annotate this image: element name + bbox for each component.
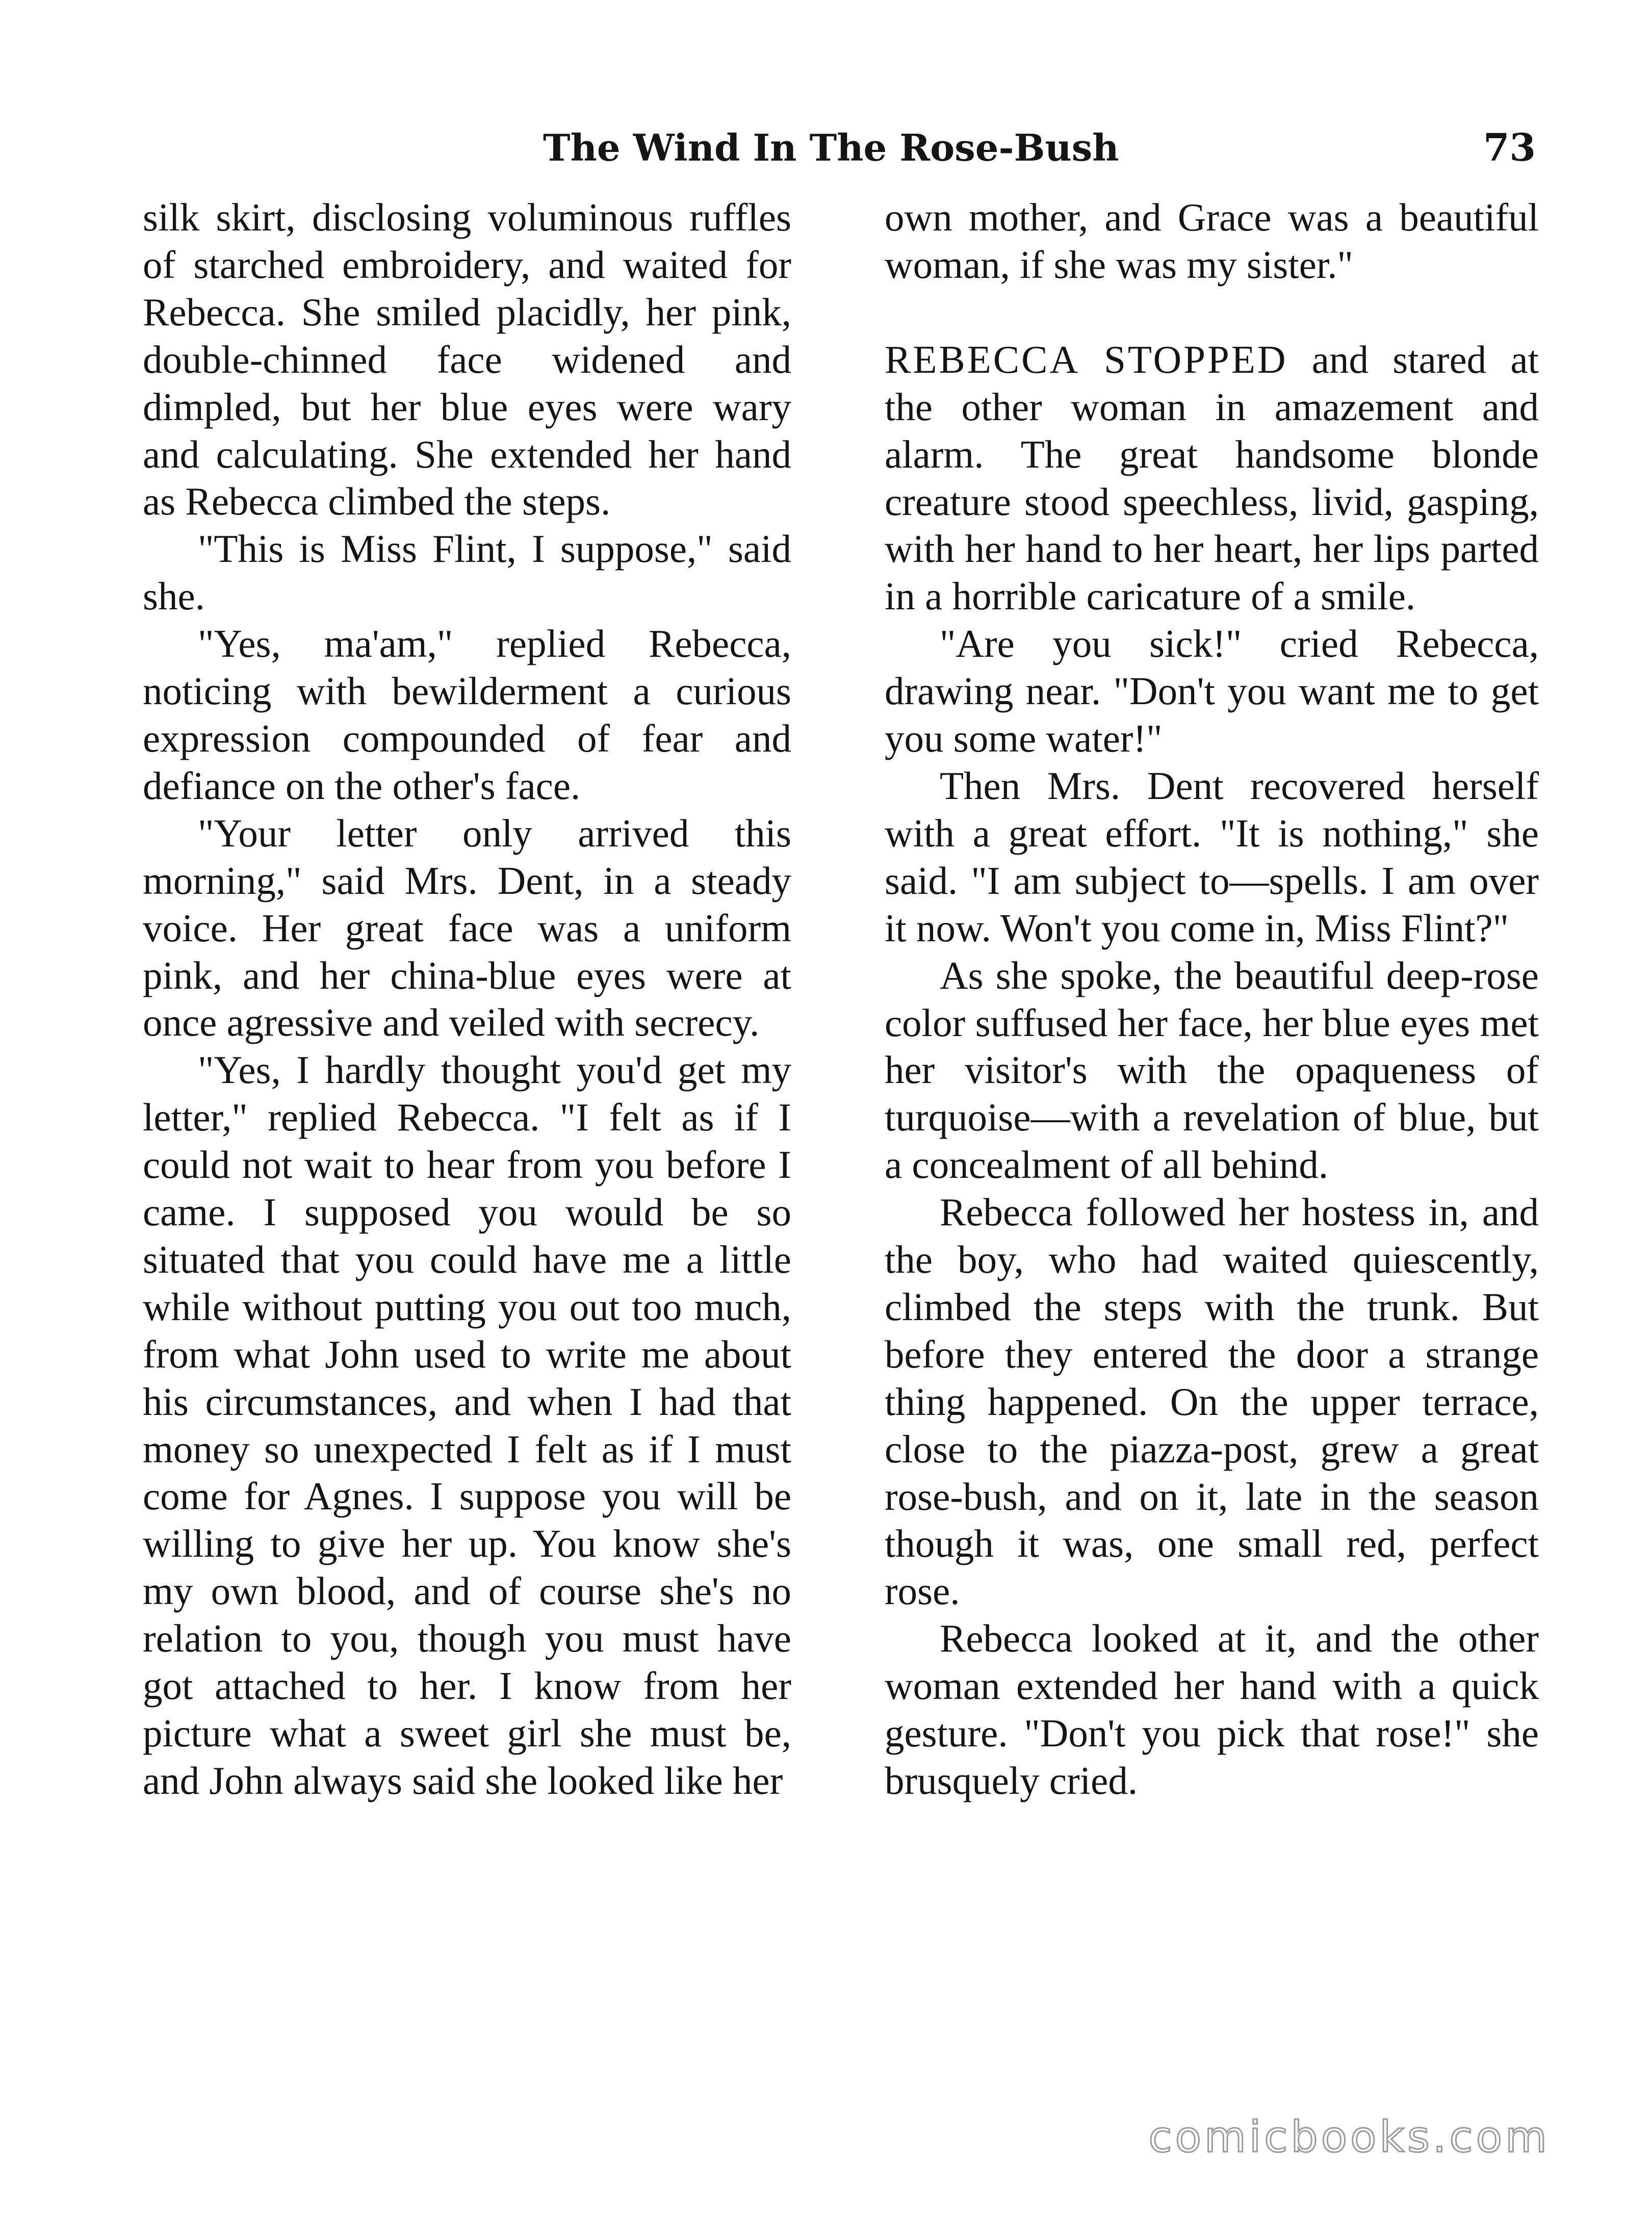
right-text-column [885, 194, 1539, 1804]
opening-caps: REBECCA STOPPED [885, 337, 1288, 381]
paragraph: "This is Miss Flint, I suppose," said she. [143, 527, 791, 618]
paragraph: "Yes, I hardly thought you'd get my letter," replied Rebecca. "I felt as if I could not wait to hear from you before I came. I supposed you would be so situated that you could have me a little while without putting you out too much, from what John used to write me about his circumstances, and when I had that money so unexpected I felt as if I must come for Agnes. I suppose you will be willing to give her up. You know she's my own blood, and of course she's no relation to you, though you must have got attached to her. I know from her picture what a sweet girl she must be, and John always said she looked like her [143, 1048, 791, 1802]
site-watermark: comicbooks.com [1148, 2112, 1550, 2162]
paragraph: As she spoke, the beautiful deep-rose color suffused her face, her blue eyes met her visitor's with the opaqueness of turquoise—with a revelation of blue, but a concealment of all behind. [885, 953, 1539, 1187]
left-text-column [143, 194, 791, 1804]
paragraph: "Your letter only arrived this morning," said Mrs. Dent, in a steady voice. Her great face was a uniform pink, and her china-blue eyes were at once agressive and veiled with secrecy. [143, 811, 791, 1045]
paragraph: "Are you sick!" cried Rebecca, drawing near. "Don't you want me to get you some water!" [885, 622, 1539, 761]
paragraph: "Yes, ma'am," replied Rebecca, noticing with bewilderment a curious expression compounded of fear and defiance on the other's face. [143, 622, 791, 808]
page-title: The Wind In The Rose-Bush [543, 126, 1119, 169]
opening-text: and stared at the other woman in amazement and alarm. The great handsome blonde creature stood speechless, livid, gasping, with her hand to her heart, her lips parted in a horrible caricature of a smile. [885, 337, 1539, 618]
paragraph: Then Mrs. Dent recovered herself with a great effort. "It is nothing," she said. "I am subject to—spells. I am over it now. Won't you come in, Miss Flint?" [885, 763, 1539, 950]
paragraph: Rebecca looked at it, and the other woman extended her hand with a quick gesture. "Don't you pick that rose!" she brusquely cried. [885, 1616, 1539, 1802]
paragraph-continuation: own mother, and Grace was a beautiful woman, if she was my sister." [885, 195, 1539, 287]
section-opening-paragraph [885, 336, 1539, 620]
page-number: 73 [1483, 126, 1536, 170]
paragraph: silk skirt, disclosing voluminous ruffles of starched embroidery, and waited for Rebecca. She smiled placidly, her pink, double-chinned face widened and dimpled, but her blue eyes were wary and calculating. She extended her hand as Rebecca climbed the steps. [143, 195, 791, 524]
paragraph: Rebecca followed her hostess in, and the boy, who had waited quiescently, climbed the steps with the trunk. But before they entered the door a strange thing happened. On the upper terrace, close to the piazza-post, grew a great rose-bush, and on it, late in the season though it was, one small red, perfect rose. [885, 1190, 1539, 1613]
